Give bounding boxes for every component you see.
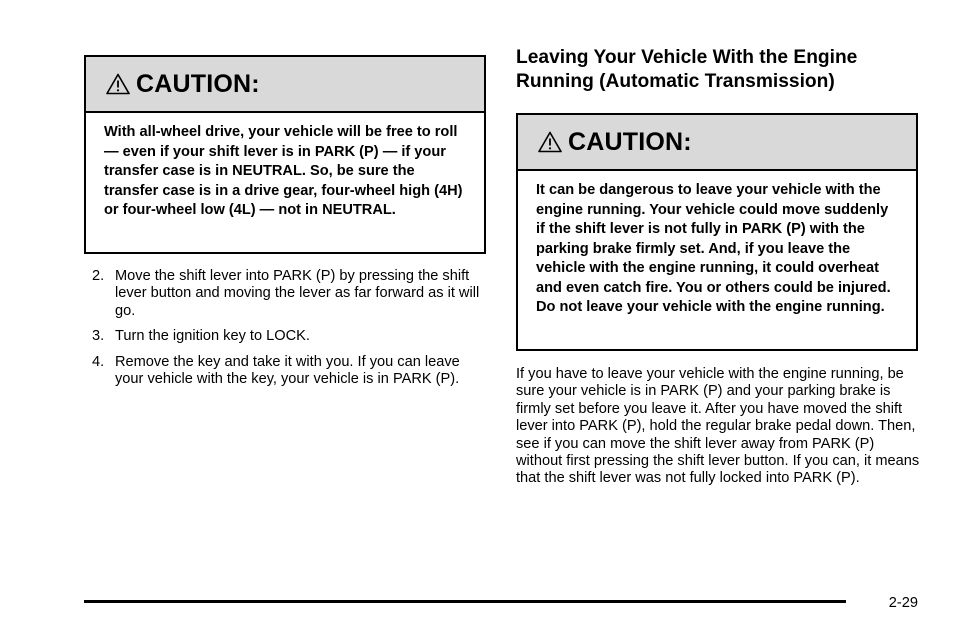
step-number: 2. (92, 268, 105, 284)
caution-paragraph: With all-wheel drive, your vehicle will be free to roll — even if your shift lever is in PARK (P) — if your transfer case is in NEUTRAL. So, be sure the transfer case is in a drive gear, four-wheel high (4H) or four-wheel low (4L) — not in NEUTRAL. (104, 124, 463, 218)
step-number: 3. (92, 328, 105, 345)
caution-box-engine-running (516, 113, 918, 351)
warning-triangle-icon (538, 131, 562, 153)
warning-triangle-icon (106, 73, 130, 95)
caution-header (86, 57, 484, 113)
caution-title: CAUTION: (568, 127, 692, 156)
body-paragraph: If you have to leave your vehicle with the engine running, be sure your vehicle is in PARK (P) and your parking brake is firmly set before you leave it. After you have moved the shift lever into PARK (P), hold the regular brake pedal down. Then, see if you can move the shift lever away from PARK (P) without first pressing the shift lever button. If you can, it means that the shift lever was not fully locked into PARK (P). (516, 366, 920, 487)
caution-paragraph: It can be dangerous to leave your vehicle with the engine running. Your vehicle could move suddenly if the shift lever is not fully in PARK (P) with the parking brake firmly set. And, if you leave the vehicle with the engine running, it could overheat and even catch fire. You or others could be injured. Do not leave your vehicle with the engine running. (536, 182, 891, 315)
caution-box-awd (84, 55, 486, 254)
step-text: Turn the ignition key to LOCK. (115, 328, 310, 345)
caution-header (518, 115, 916, 171)
step-text: Move the shift lever into PARK (P) by pressing the shift lever button and moving the lever as far forward as it will go. (115, 268, 480, 319)
procedure-steps (84, 268, 486, 396)
caution-text (86, 113, 484, 221)
list-item (84, 328, 486, 345)
step-number: 4. (92, 353, 105, 370)
list-item (84, 354, 486, 389)
footer-rule (84, 600, 846, 603)
section-heading: Leaving Your Vehicle With the Engine Running (Automatic Transmission) (516, 47, 858, 92)
step-text: Remove the key and take it with you. If you can leave your vehicle with the key, your vehicle is in PARK (P). (115, 353, 460, 388)
caution-text (518, 171, 916, 318)
page-number: 2-29 (888, 595, 918, 611)
list-item (84, 268, 486, 320)
caution-title: CAUTION: (136, 69, 260, 98)
